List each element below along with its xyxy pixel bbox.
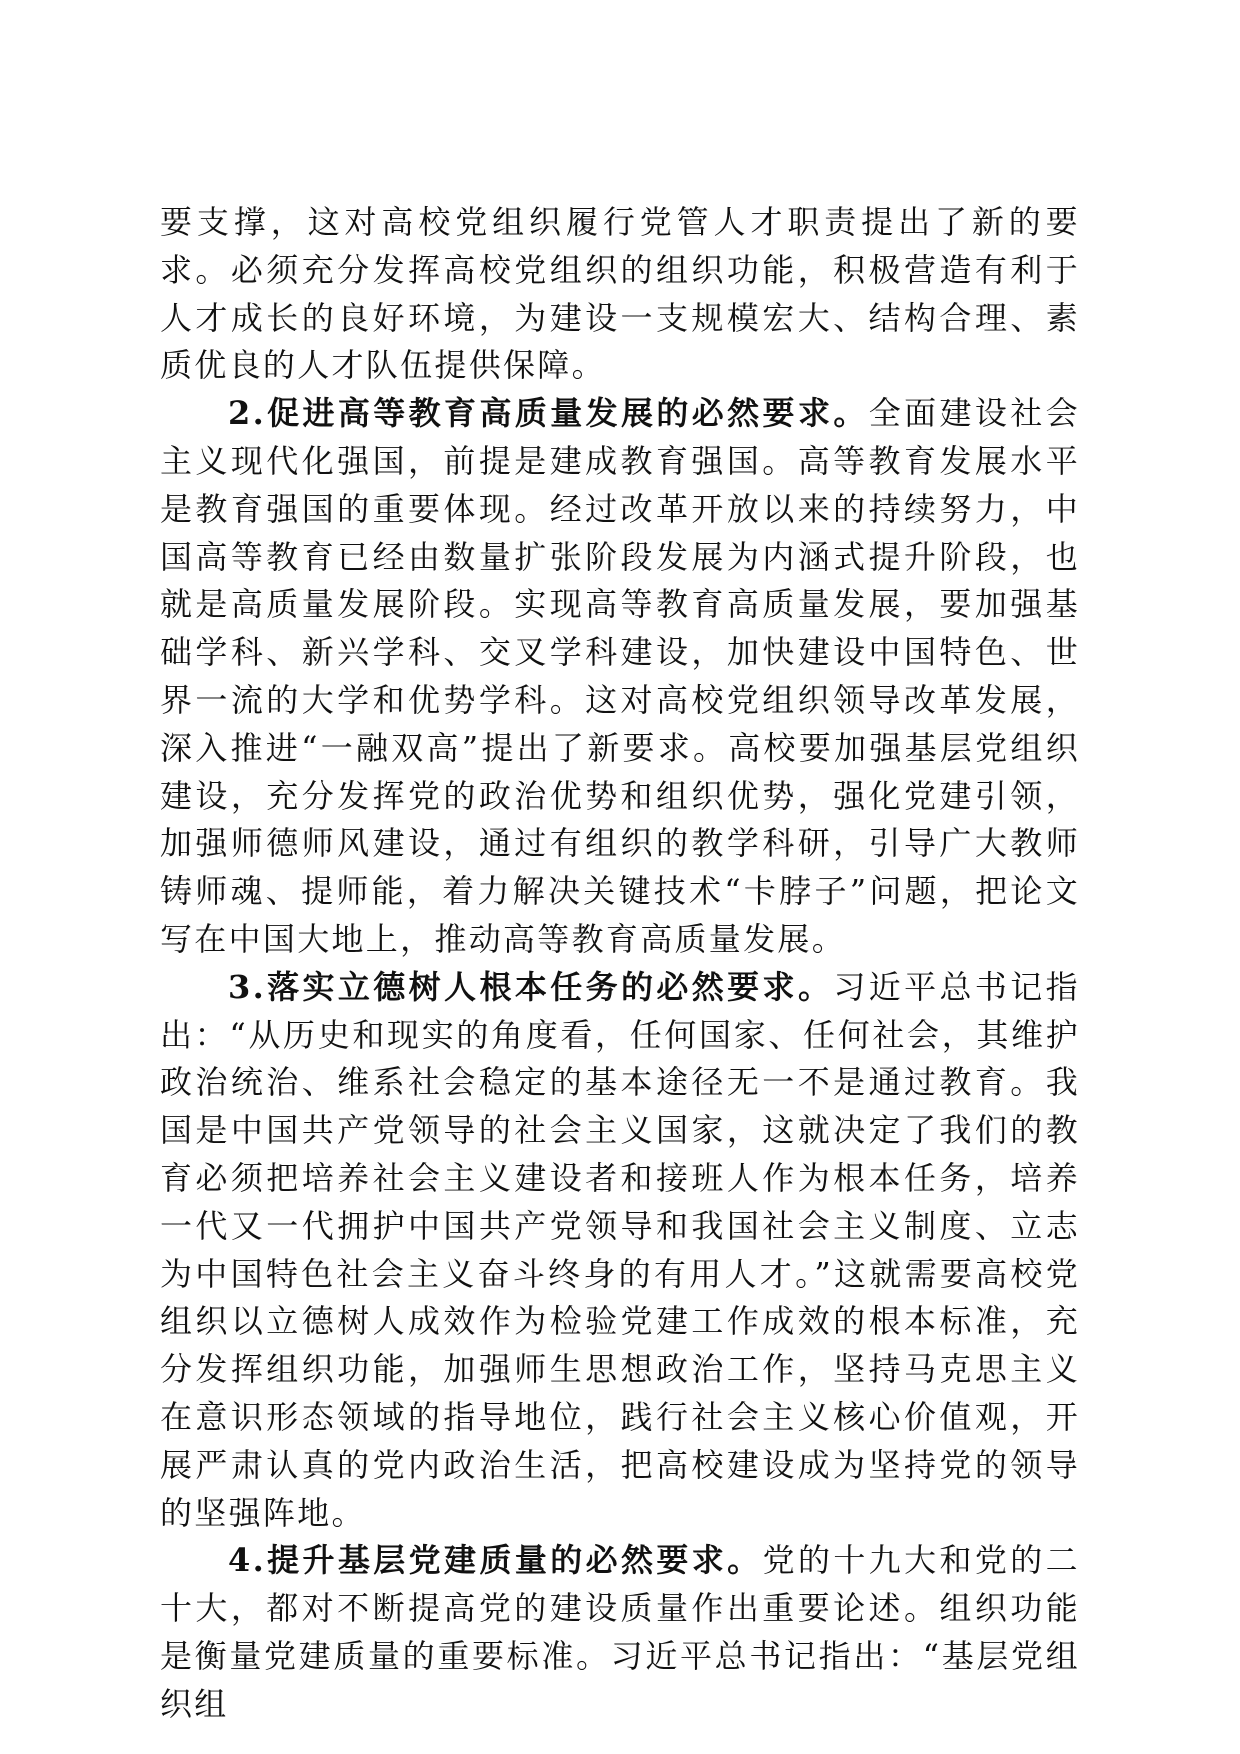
section-3-body: 习近平总书记指出：“从历史和现实的角度看，任何国家、任何社会，其维护政治统治、维系社会稳定的基本途径无一不是通过教育。我国是中国共产党领导的社会主义国家，这就决定了我们的教育必须把培养社会主义建设者和接班人作为根本任务，培养一代又一代拥护中国共产党领导和我国社会主义制度、立志为中国特色社会主义奋斗终身的有用人才。”这就需要高校党组织以立德树人成效作为检验党建工作成效的根本标准，充分发挥组织功能，加强师生思想政治工作，坚持马克思主义在意识形态领域的指导地位，践行社会主义核心价值观，开展严肃认真的党内政治生活，把高校建设成为坚持党的领导的坚强阵地。 (160, 967, 1080, 1532)
section-3-paragraph (160, 964, 1080, 1538)
section-2-heading: 2.促进高等教育高质量发展的必然要求。 (228, 394, 869, 433)
section-2-paragraph (160, 390, 1080, 964)
continuation-paragraph (160, 199, 1080, 390)
section-3-heading: 3.落实立德树人根本任务的必然要求。 (228, 967, 834, 1006)
section-4-paragraph (160, 1537, 1080, 1728)
section-2-body: 全面建设社会主义现代化强国，前提是建成教育强国。高等教育发展水平是教育强国的重要体现。经过改革开放以来的持续努力，中国高等教育已经由数量扩张阶段发展为内涵式提升阶段，也就是高质量发展阶段。实现高等教育高质量发展，要加强基础学科、新兴学科、交叉学科建设，加快建设中国特色、世界一流的大学和优势学科。这对高校党组织领导改革发展，深入推进“一融双高”提出了新要求。高校要加强基层党组织建设，充分发挥党的政治优势和组织优势，强化党建引领，加强师德师风建设，通过有组织的教学科研，引导广大教师铸师魂、提师能，着力解决关键技术“卡脖子”问题，把论文写在中国大地上，推动高等教育高质量发展。 (160, 394, 1080, 958)
document-body (160, 199, 1080, 1729)
section-4-heading: 4.提升基层党建质量的必然要求。 (228, 1541, 763, 1580)
section-4-body: 党的十九大和党的二十大，都对不断提高党的建设质量作出重要论述。组织功能是衡量党建质量的重要标准。习近平总书记指出：“基层党组织组 (160, 1541, 1080, 1723)
continuation-text: 要支撑，这对高校党组织履行党管人才职责提出了新的要求。必须充分发挥高校党组织的组织功能，积极营造有利于人才成长的良好环境，为建设一支规模宏大、结构合理、素质优良的人才队伍提供保障。 (160, 203, 1080, 385)
